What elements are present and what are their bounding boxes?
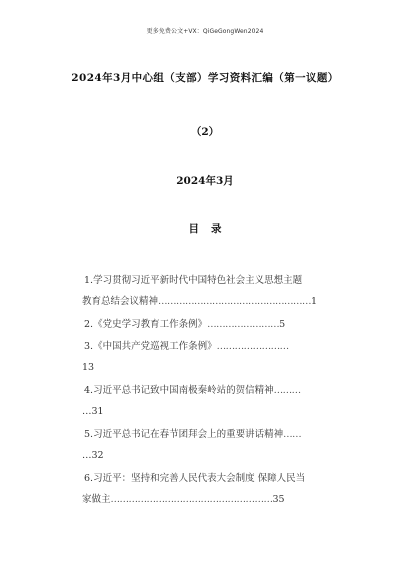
toc-item-1-page: 1	[311, 296, 318, 307]
toc-item-6-page: 35	[272, 494, 285, 505]
toc-item-6[interactable]	[84, 468, 346, 510]
toc-heading: 目录	[188, 223, 234, 235]
toc-item-4-leader: ………	[273, 385, 301, 396]
toc-item-6-title: 6.习近平：坚持和完善人民代表大会制度 保障人民当	[84, 473, 306, 484]
toc-item-5[interactable]	[84, 424, 346, 466]
header-note: 更多免费公文+VX：QiGeGongWen2024	[146, 28, 264, 35]
toc-item-2-page: 5	[279, 319, 286, 330]
toc-item-2-leader: ……………………	[207, 319, 280, 330]
toc-item-4-line	[84, 380, 346, 401]
toc-item-5-page: …32	[82, 450, 104, 461]
toc-item-6-title-cont: 家做主	[82, 494, 111, 505]
toc-item-5-line	[84, 424, 346, 445]
toc-item-1-leader: ……………………………………………	[158, 296, 312, 307]
toc-item-2-title: 2.《党史学习教育工作条例》	[84, 319, 208, 330]
toc-item-1-title: 1.学习贯彻习近平新时代中国特色社会主义思想主题	[84, 275, 303, 286]
document-number: （2）	[190, 126, 220, 138]
toc-item-4[interactable]	[84, 380, 346, 422]
toc-item-1-title-cont: 教育总结会议精神	[82, 296, 159, 307]
toc-item-3-page: 13	[82, 362, 95, 373]
toc-item-4-page: …31	[82, 406, 104, 417]
toc-item-1[interactable]	[84, 270, 346, 312]
toc-item-6-line2	[82, 489, 346, 510]
toc-item-5-title: 5.习近平总书记在春节团拜会上的重要讲话精神	[84, 429, 284, 440]
document-date: 2024年3月	[176, 175, 234, 187]
toc-item-3-leader: ……………………	[216, 341, 289, 352]
toc-item-5-leader: ……	[283, 429, 302, 440]
document-title: 2024年3月中心组（支部）学习资料汇编（第一议题）	[71, 72, 339, 84]
toc-item-3[interactable]	[84, 336, 346, 378]
toc-item-1-line2	[82, 291, 346, 312]
toc-item-4-title: 4.习近平总书记致中国南极秦岭站的贺信精神	[84, 385, 274, 396]
toc-item-2-line	[84, 314, 346, 335]
toc-item-3-title: 3.《中国共产党巡视工作条例》	[84, 341, 217, 352]
toc-item-6-leader: ………………………………………………	[110, 494, 273, 505]
toc-item-2[interactable]	[84, 314, 346, 335]
toc-item-3-line	[84, 336, 346, 357]
